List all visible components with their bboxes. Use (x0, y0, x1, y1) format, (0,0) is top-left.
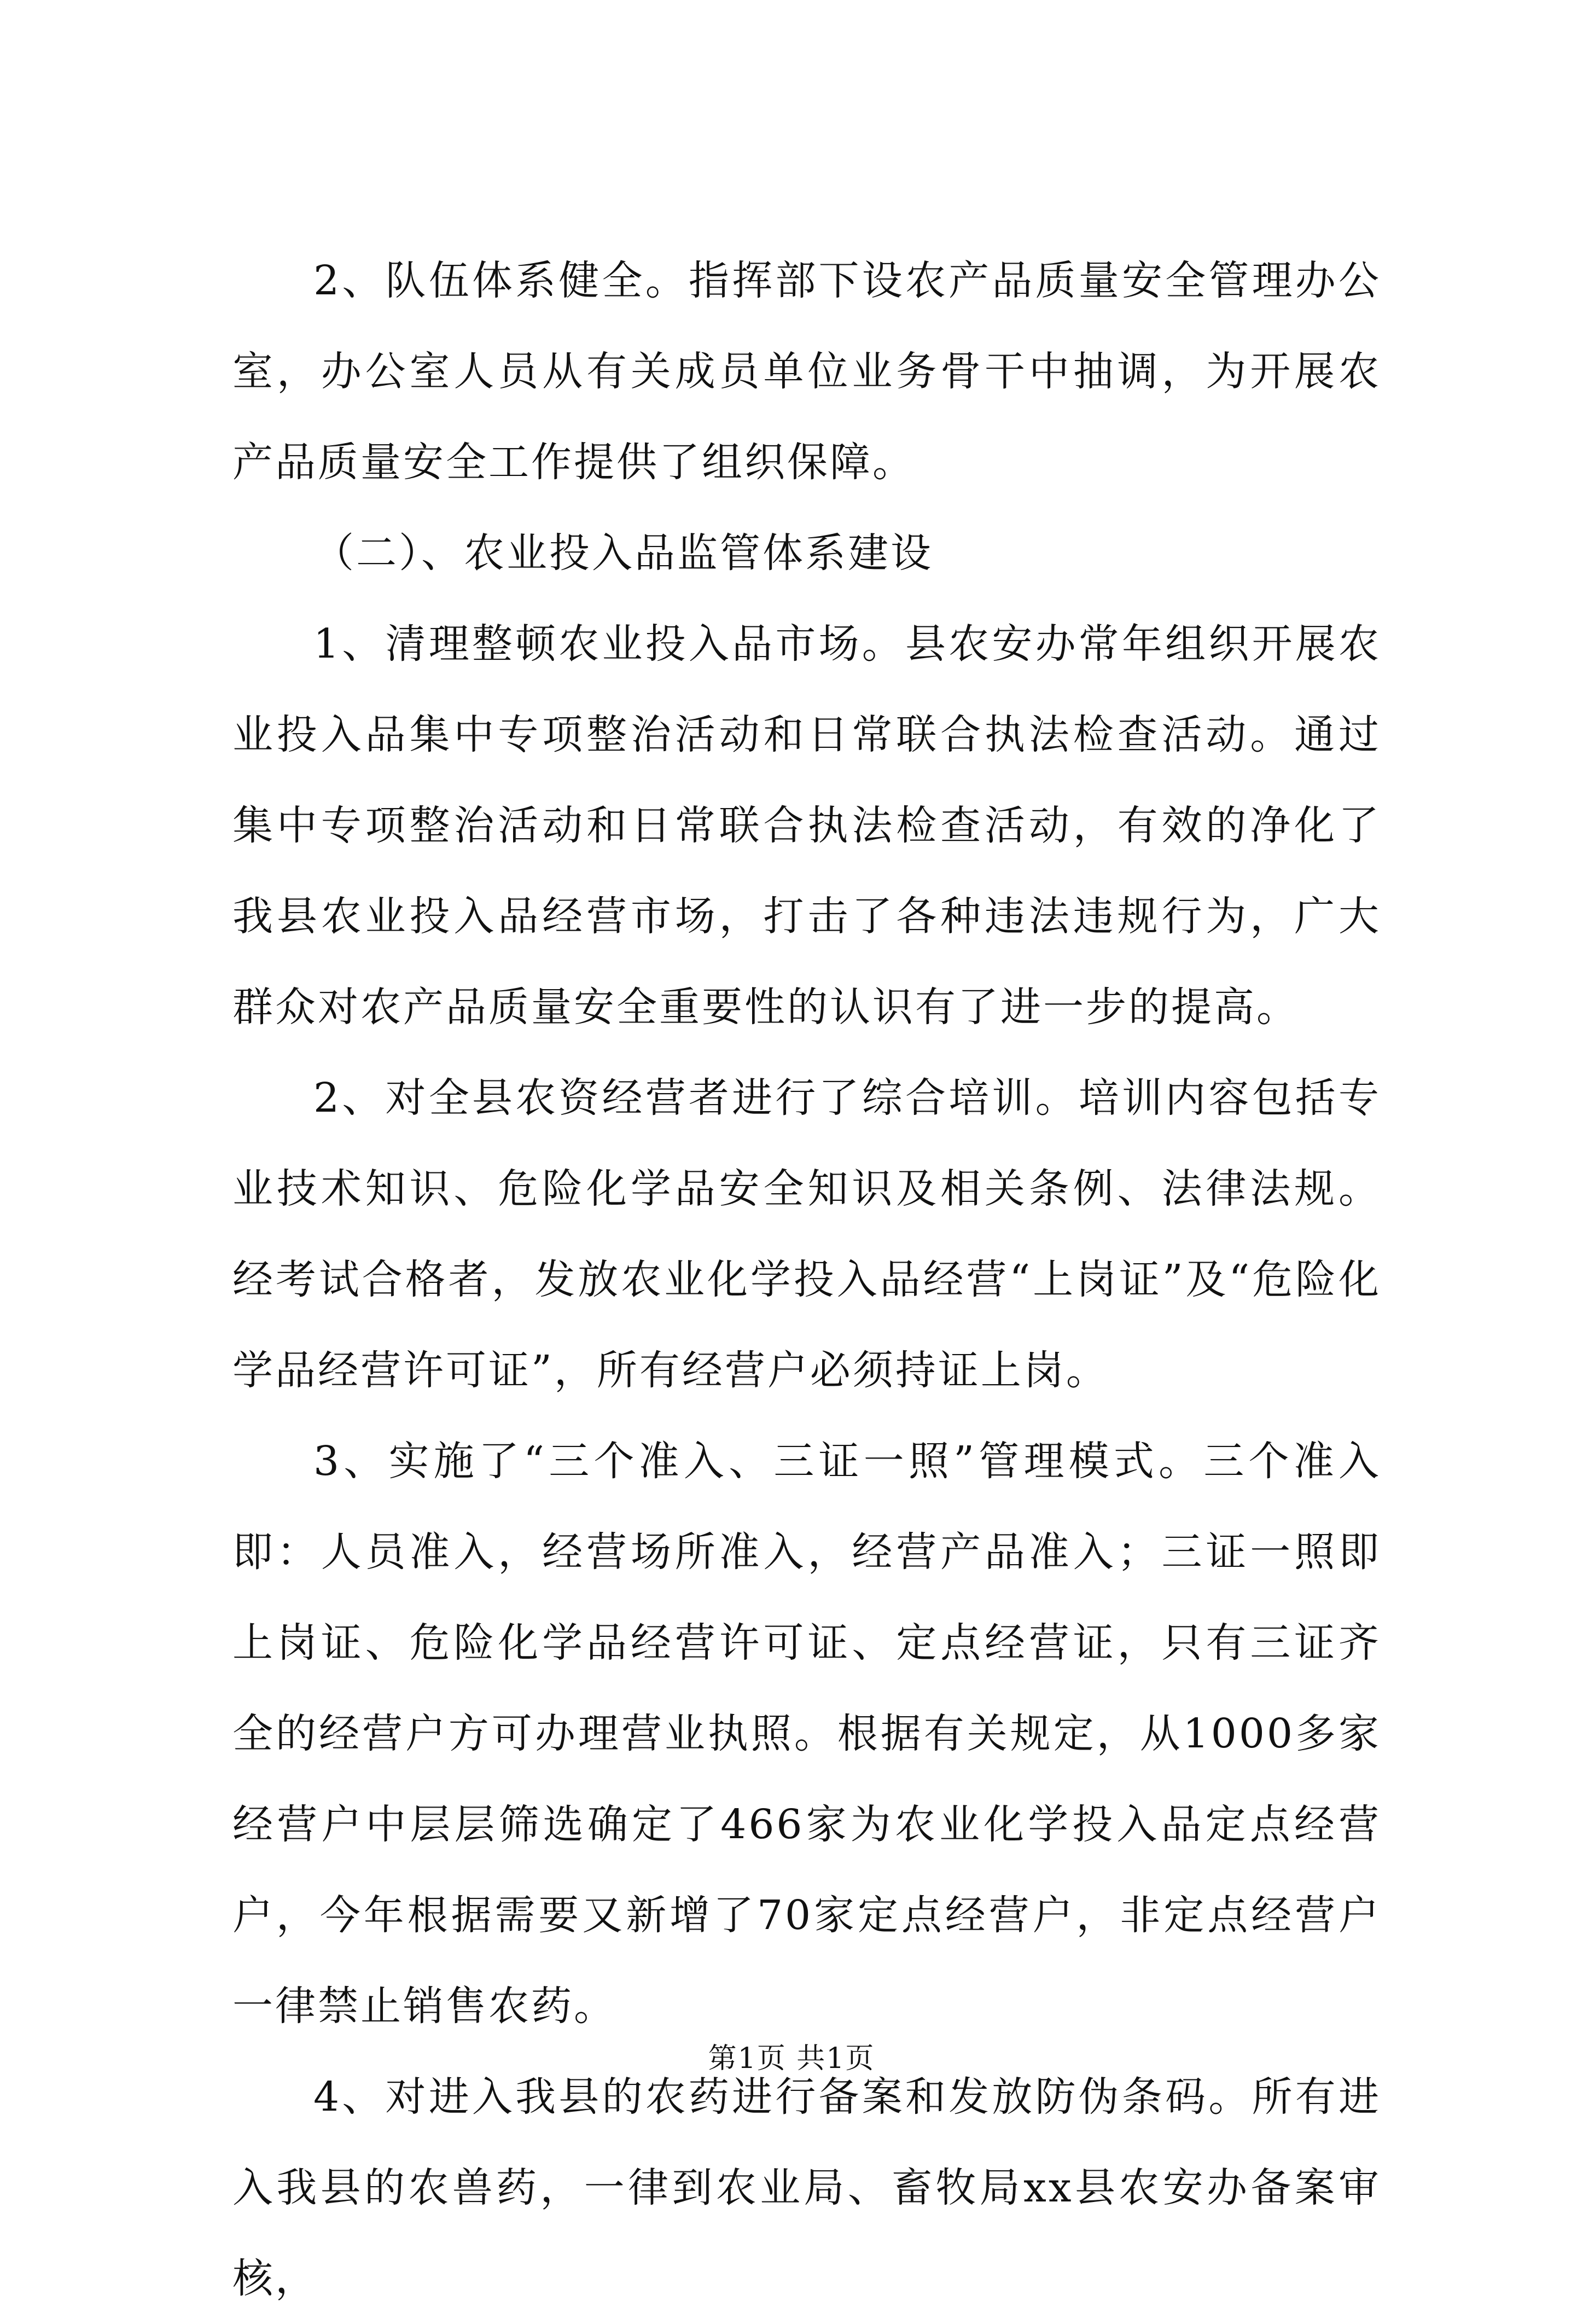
paragraph-pesticide-registration: 4、对进入我县的农药进行备案和发放防伪条码。所有进入我县的农兽药，一律到农业局、畜牧局xx县农安办备案审核， (232, 2073, 1381, 2302)
document-body (232, 235, 1381, 2324)
page-footer: 第1页 共1页 (708, 2042, 875, 2075)
paragraph-management-mode: 3、实施了“三个准入、三证一照”管理模式。三个准入即：人员准入，经营场所准入，经营产品准入；三证一照即上岗证、危险化学品经营许可证、定点经营证，只有三证齐全的经营户方可办理营业执照。根据有关规定，从1000多家经营户中层层筛选确定了466家为农业化学投入品定点经营户，今年根据需要又新增了70家定点经营户，非定点经营户一律禁止销售农药。 (232, 1438, 1381, 2030)
paragraph-team-system: 2、队伍体系健全。指挥部下设农产品质量安全管理办公室，办公室人员从有关成员单位业务骨干中抽调，为开展农产品质量安全工作提供了组织保障。 (232, 257, 1381, 486)
section-heading-input-supervision: （二）、农业投入品监管体系建设 (313, 530, 933, 577)
paragraph-operator-training: 2、对全县农资经营者进行了综合培训。培训内容包括专业技术知识、危险化学品安全知识及相关条例、法律法规。经考试合格者，发放农业化学投入品经营“上岗证”及“危险化学品经营许可证”，所有经营户必须持证上岗。 (232, 1074, 1381, 1394)
paragraph-market-rectification: 1、清理整顿农业投入品市场。县农安办常年组织开展农业投入品集中专项整治活动和日常联合执法检查活动。通过集中专项整治活动和日常联合执法检查活动，有效的净化了我县农业投入品经营市场，打击了各种违法违规行为，广大群众对农产品质量安全重要性的认识有了进一步的提高。 (232, 620, 1381, 1031)
